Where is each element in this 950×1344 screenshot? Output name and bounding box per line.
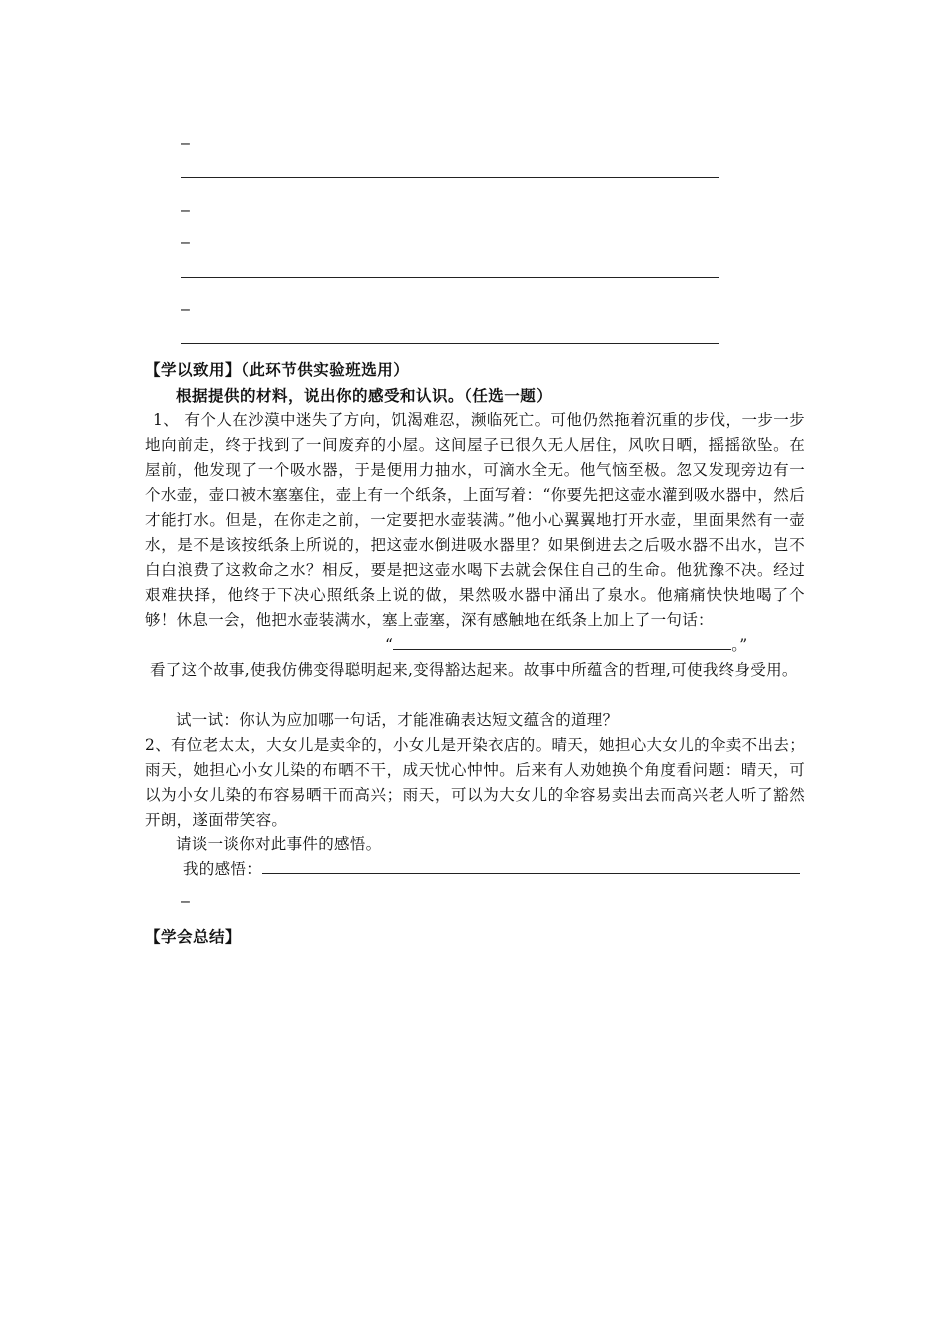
dash-mark-5: –	[181, 893, 190, 910]
story-2-paragraph: 2、有位老太太，大女儿是卖伞的，小女儿是开染衣店的。晴天，她担心大女儿的伞卖不出去；雨天，她担心小女儿染的布晒不干，成天忧心忡忡。后来有人劝她换个角度看问题：晴天，可以为小女儿染的布容易晒干而高兴；雨天，可以为大女儿的伞容易卖出去而高兴老人听了豁然开朗，遂面带笑容。	[145, 736, 805, 829]
summary-section-title: 【学会总结】	[145, 928, 242, 946]
discuss-prompt: 请谈一谈你对此事件的感悟。	[176, 835, 382, 853]
reflection-paragraph: 看了这个故事,使我仿佛变得聪明起来,变得豁达起来。故事中所蕴含的哲理,可使我终身受用。	[150, 661, 798, 679]
apply-section-title: 【学以致用】（此环节供实验班选用）	[145, 361, 410, 379]
quote-close: 。”	[731, 636, 748, 654]
answer-line-2[interactable]	[181, 277, 719, 278]
dash-mark-1: –	[181, 135, 190, 152]
quote-blank[interactable]	[393, 633, 731, 650]
quote-fill-row	[385, 633, 748, 658]
dash-mark-3: –	[181, 234, 190, 251]
story-1-paragraph: 1、 有个人在沙漠中迷失了方向，饥渴难忍，濒临死亡。可他仍然拖着沉重的步伐，一步一步地向前走，终于找到了一间废弃的小屋。这间屋子已很久无人居住，风吹日晒，摇摇欲坠。在屋前，他发现了一个吸水器，于是便用力抽水，可滴水全无。他气恼至极。忽又发现旁边有一个水壶，壶口被木塞塞住，壶上有一个纸条，上面写着：“你要先把这壶水灌到吸水器中，然后才能打水。但是，在你走之前，一定要把水壶装满。”他小心翼翼地打开水壶，里面果然有一壶水，是不是该按纸条上所说的，把这壶水倒进吸水器里？如果倒进去之后吸水器不出水，岂不白白浪费了这救命之水？相反，要是把这壶水喝下去就会保住自己的生命。他犹豫不决。经过艰难抉择，他终于下决心照纸条上说的做，果然吸水器中涌出了泉水。他痛痛快快地喝了个够！休息一会，他把水壶装满水，塞上壶塞，深有感触地在纸条上加上了一句话：	[145, 411, 805, 629]
my-insight-row	[183, 857, 800, 882]
my-insight-blank[interactable]	[262, 857, 800, 874]
apply-instruction: 根据提供的材料，说出你的感受和认识。（任选一题）	[176, 387, 553, 405]
dash-mark-2: –	[181, 202, 190, 219]
dash-mark-4: –	[181, 301, 190, 318]
answer-line-3[interactable]	[181, 343, 719, 344]
my-insight-label: 我的感悟：	[183, 860, 263, 878]
quote-open: “	[385, 636, 394, 654]
try-prompt: 试一试：你认为应加哪一句话，才能准确表达短文蕴含的道理？	[176, 711, 619, 729]
answer-line-1[interactable]	[181, 177, 719, 178]
